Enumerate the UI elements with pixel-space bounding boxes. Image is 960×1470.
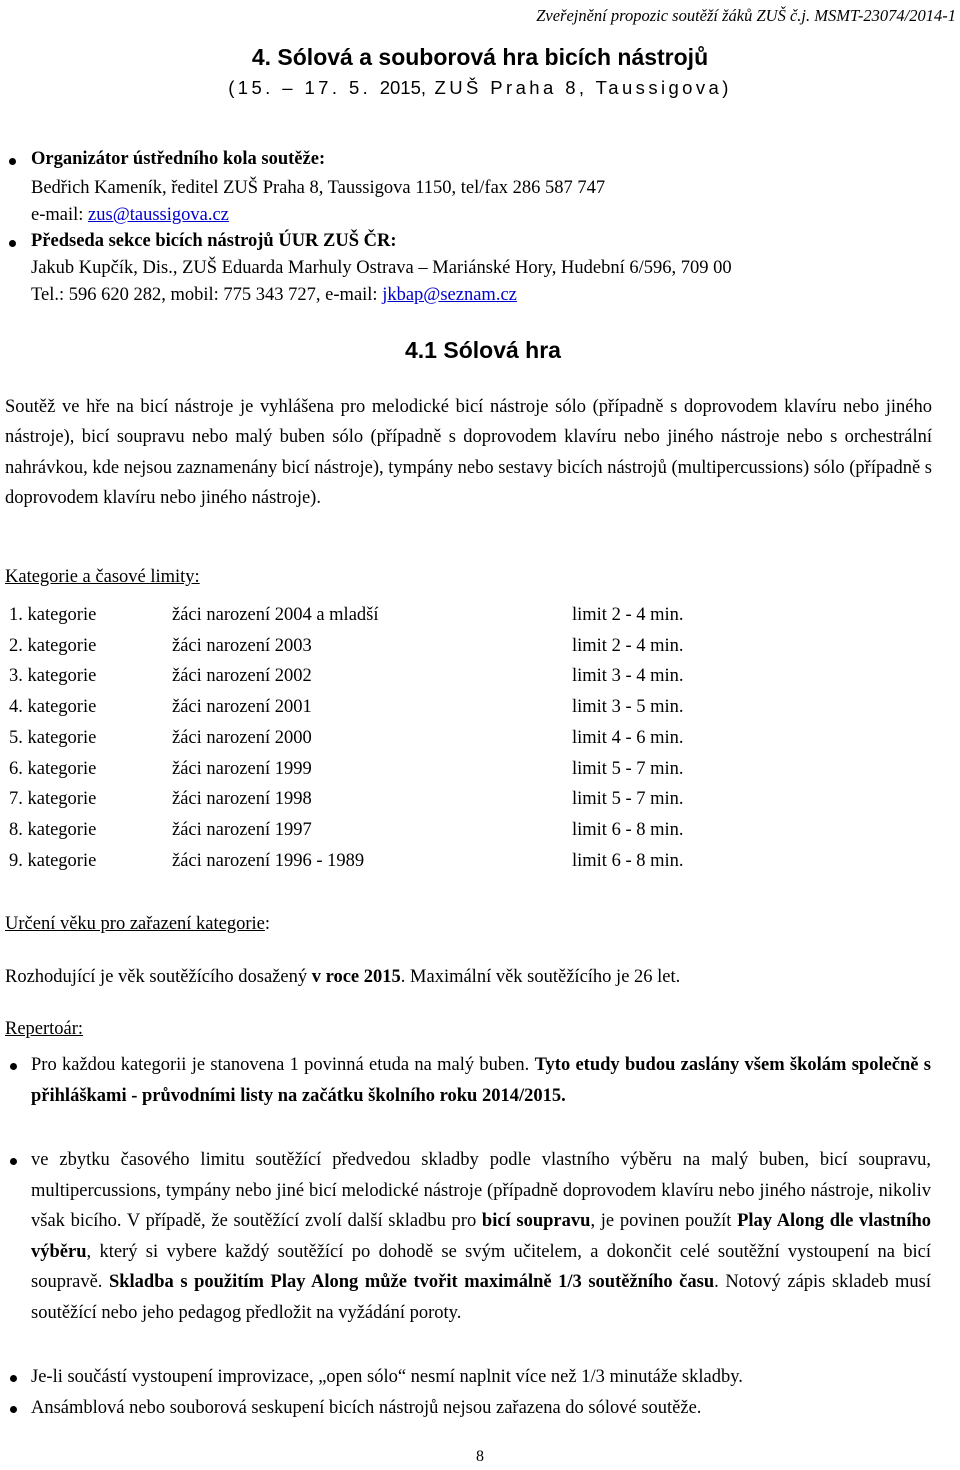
category-name: 4. kategorie xyxy=(9,697,97,717)
category-birth: žáci narození 1999 xyxy=(172,759,312,779)
category-limit: limit 3 - 4 min. xyxy=(572,666,684,686)
email-label: e-mail: xyxy=(31,205,89,225)
category-birth: žáci narození 1997 xyxy=(172,820,312,840)
repertoire-item-2-text: , který si vybere každý soutěžící po dohodě se svým učitelem, a dokončit celé soutěžní vystoupení na bicí soupravě. xyxy=(31,1241,931,1292)
subtitle-part: (15. – 17. 5. xyxy=(228,77,380,98)
intro-paragraph: Soutěž ve hře na bicí nástroje je vyhlášena pro melodické bicí nástroje sólo (případně s doprovodem klavíru nebo jiného nástroje), bicí soupravu nebo malý buben sólo (případně s doprovodem klavíru nebo jiného nástroje nebo s orchestrální nahrávkou, kde nejsou zaznamenány bicí nástroje), tympány nebo sestavy bicích nástrojů (multipercussions) sólo (případně s doprovodem klavíru nebo jiného nástroje). xyxy=(5,397,932,509)
chair-details: Jakub Kupčík, Dis., ZUŠ Eduarda Marhuly Ostrava – Mariánské Hory, Hudební 6/596, 709 00 xyxy=(31,258,732,278)
bullet-icon xyxy=(10,1063,17,1070)
categories-heading: Kategorie a časové limity: xyxy=(5,567,200,587)
subtitle-part: ZUŠ Praha 8, Taussigova) xyxy=(426,77,732,98)
bullet-icon xyxy=(10,1158,17,1165)
category-birth: žáci narození 2004 a mladší xyxy=(172,605,379,625)
category-name: 5. kategorie xyxy=(9,728,97,748)
repertoire-item-1-text: Pro každou kategorii je stanovena 1 povinná etuda na malý buben. xyxy=(31,1055,535,1075)
bullet-icon xyxy=(10,1375,17,1382)
category-limit: limit 6 - 8 min. xyxy=(572,820,684,840)
repertoire-item-2-text: , je povinen použít xyxy=(590,1211,738,1231)
category-name: 1. kategorie xyxy=(9,605,97,625)
subtitle-part: 2015, xyxy=(379,77,427,98)
page-title: 4. Sólová a souborová hra bicích nástrojů xyxy=(251,44,709,70)
category-name: 3. kategorie xyxy=(9,666,97,686)
repertoire-heading: Repertoár: xyxy=(5,1019,84,1039)
organizer-heading: Organizátor ústředního kola soutěže: xyxy=(31,149,326,169)
repertoire-item-1-bold: Tyto etudy budou zaslány všem školám společně s přihláškami - průvodními listy na začátku školního roku 2014/2015. xyxy=(31,1055,931,1106)
category-limit: limit 5 - 7 min. xyxy=(572,789,684,809)
repertoire-item-2-bold: bicí soupravu xyxy=(481,1211,591,1231)
category-birth: žáci narození 1998 xyxy=(172,789,312,809)
repertoire-item-2-text: ve zbytku časového limitu soutěžící předvedou skladby podle vlastního výběru na malý buben, bicí soupravu, multipercussions, tympány nebo jiné bicí melodické nástroje (případně doprovodem klavíru nebo jiného nástroje, nikoliv však bicího. V případě, že soutěžící zvolí další skladbu pro xyxy=(31,1150,931,1231)
repertoire-item-3: Je-li součástí vystoupení improvizace, „open sólo“ nesmí naplnit více než 1/3 minutáže skladby. xyxy=(31,1367,743,1387)
bullet-icon xyxy=(10,1406,17,1413)
bullet-icon xyxy=(9,158,16,165)
category-name: 2. kategorie xyxy=(9,636,97,656)
section-title: 4.1 Sólová hra xyxy=(405,337,561,363)
page-number: 8 xyxy=(476,1448,484,1465)
category-birth: žáci narození 2003 xyxy=(172,636,312,656)
age-rule-year: v roce 2015 xyxy=(311,967,401,987)
category-name: 7. kategorie xyxy=(9,789,97,809)
age-rule-post: . Maximální věk soutěžícího je 26 let. xyxy=(400,967,681,987)
repertoire-item-2-text: . Notový zápis skladeb musí soutěžící nebo jeho pedagog předložit na vyžádání poroty. xyxy=(31,1272,931,1323)
repertoire-item-2 xyxy=(31,1145,931,1328)
category-birth: žáci narození 1996 - 1989 xyxy=(172,851,365,871)
age-heading xyxy=(5,914,270,935)
repertoire-item-1 xyxy=(31,1050,931,1111)
organizer-details: Bedřich Kameník, ředitel ZUŠ Praha 8, Taussigova 1150, tel/fax 286 587 747 xyxy=(31,178,606,198)
category-limit: limit 3 - 5 min. xyxy=(572,697,684,717)
category-limit: limit 2 - 4 min. xyxy=(572,605,684,625)
age-rule xyxy=(5,967,680,988)
header-reference: Zveřejnění propozic soutěží žáků ZUŠ č.j. MSMT-23074/2014-1 xyxy=(536,6,956,25)
category-birth: žáci narození 2001 xyxy=(172,697,312,717)
age-rule-pre: Rozhodující je věk soutěžícího dosažený xyxy=(5,967,312,987)
repertoire-item-4: Ansámblová nebo souborová seskupení bicích nástrojů nejsou zařazena do sólové soutěže. xyxy=(31,1398,702,1418)
chair-heading: Předseda sekce bicích nástrojů ÚUR ZUŠ ČR: xyxy=(31,231,397,251)
category-limit: limit 5 - 7 min. xyxy=(572,759,684,779)
age-heading-text: Určení věku pro zařazení kategorie xyxy=(5,914,265,934)
bullet-icon xyxy=(9,240,16,247)
category-limit: limit 6 - 8 min. xyxy=(572,851,684,871)
chair-email-link[interactable]: jkbap@seznam.cz xyxy=(382,285,517,305)
category-birth: žáci narození 2000 xyxy=(172,728,312,748)
contact-label: Tel.: 596 620 282, mobil: 775 343 727, e-mail: xyxy=(31,285,383,305)
organizer-email-link[interactable]: zus@taussigova.cz xyxy=(88,205,229,225)
category-name: 6. kategorie xyxy=(9,759,97,779)
age-heading-colon: : xyxy=(264,914,271,934)
category-limit: limit 2 - 4 min. xyxy=(572,636,684,656)
repertoire-item-2-bold: Play Along dle vlastního výběru xyxy=(31,1211,932,1262)
chair-contact-line xyxy=(31,285,517,306)
organizer-email-line xyxy=(31,205,229,226)
category-name: 8. kategorie xyxy=(9,820,97,840)
category-limit: limit 4 - 6 min. xyxy=(572,728,684,748)
category-name: 9. kategorie xyxy=(9,851,97,871)
repertoire-item-2-bold: Skladba s použitím Play Along může tvořit maximálně 1/3 soutěžního času xyxy=(108,1272,715,1292)
page-subtitle xyxy=(0,77,960,99)
category-birth: žáci narození 2002 xyxy=(172,666,312,686)
